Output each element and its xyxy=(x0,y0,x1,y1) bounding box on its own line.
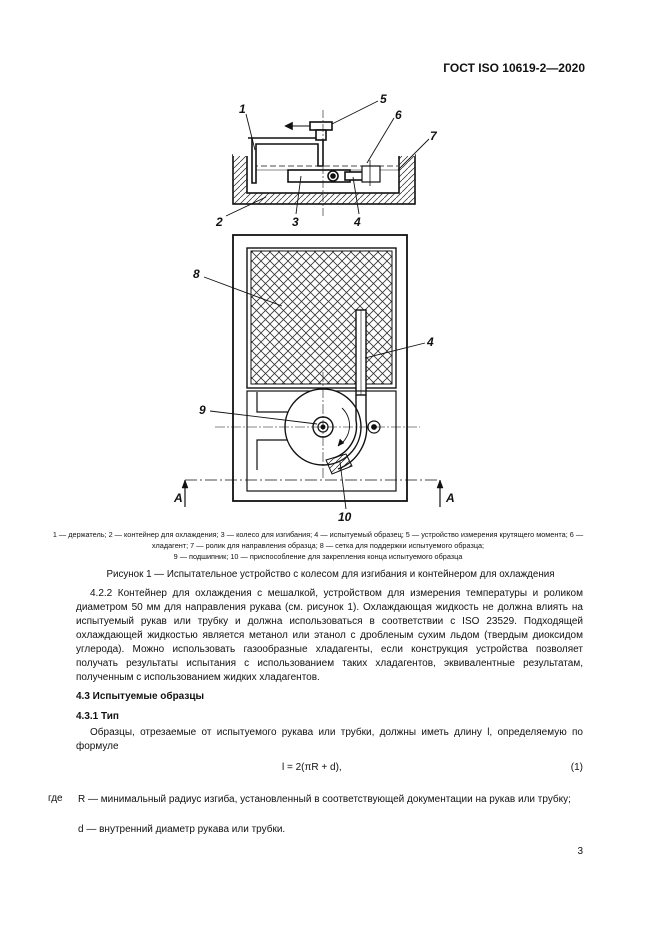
figure-title: Рисунок 1 — Испытательное устройство с колесом для изгибания и контейнером для охлаждения xyxy=(106,569,555,580)
heading-4-3-1: 4.3.1 Тип xyxy=(76,711,119,722)
callout-7: 7 xyxy=(430,129,437,143)
definition-R: R — минимальный радиус изгиба, установленный в соответствующей документации на рукав или трубку; xyxy=(78,794,571,805)
callout-8: 8 xyxy=(193,267,200,281)
definition-d: d — внутренний диаметр рукава или трубки. xyxy=(78,824,286,835)
callout-4-section: 4 xyxy=(354,215,361,229)
heading-4-3: 4.3 Испытуемые образцы xyxy=(76,691,205,702)
legend-line-2: 9 — подшипник; 10 — приспособление для закрепления конца испытуемого образца xyxy=(173,552,463,561)
document-header: ГОСТ ISO 10619-2—2020 xyxy=(443,61,585,75)
callout-1: 1 xyxy=(239,102,246,116)
callout-5: 5 xyxy=(380,92,387,106)
formula: l = 2(πR + d), xyxy=(282,762,342,773)
section-marker-right: А xyxy=(446,491,455,505)
callout-9: 9 xyxy=(199,403,206,417)
paragraph-4-3-1: Образцы, отрезаемые от испытуемого рукава или трубки, должны иметь длину l, определяемую по формуле xyxy=(76,727,583,752)
figure-legend xyxy=(48,529,588,562)
section-view xyxy=(233,110,415,218)
formula-number: (1) xyxy=(570,762,583,773)
callout-10: 10 xyxy=(338,510,352,524)
paragraph-4-2-2: 4.2.2 Контейнер для охлаждения с мешалкой, устройством для измерения температуры и роликом диаметром 50 мм для направления рукава (см. рисунок 1). Охлаждающая жидкость не должна влиять на испытуемый рукав или трубку и должна использоваться в соответствии с ISO 23529. Подходящей охлаждающей жидкостью является метанол или этанол с дробленым сухим льдом (твердым диоксидом углерода). Можно использовать газообразные хладагенты, если конструкция устройства позволяет получать результаты испытания с использованием таких хладагентов, эквивалентные результатам, полученным с использованием жидких хладагентов. xyxy=(76,588,583,683)
legend-line-1: 1 — держатель; 2 — контейнер для охлаждения; 3 — колесо для изгибания; 4 — испытуемый образец; 5 — устройство измерения крутящего момента; 6 — хладагент; 7 — ролик для направления образца; 8 — сетка для поддержки испытуемого образца; xyxy=(52,530,584,550)
page-number: 3 xyxy=(577,846,583,857)
callout-3: 3 xyxy=(292,215,299,229)
section-marker-left: А xyxy=(174,491,183,505)
where-label: где xyxy=(48,793,63,804)
plan-view xyxy=(182,235,443,507)
callout-4-plan: 4 xyxy=(427,335,434,349)
callout-6: 6 xyxy=(395,108,402,122)
callout-2: 2 xyxy=(216,215,223,229)
